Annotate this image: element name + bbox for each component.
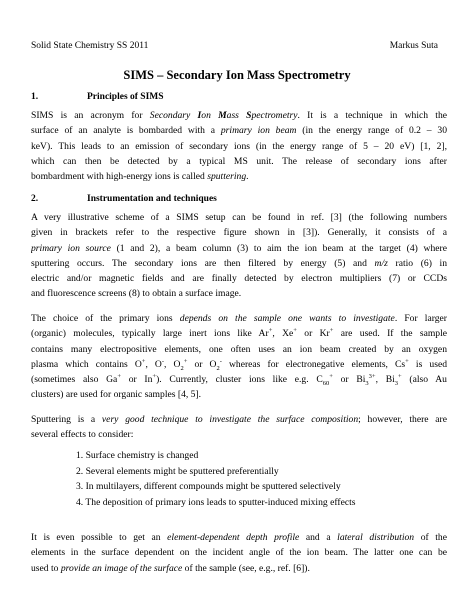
list-item: 2. Several elements might be sputtered preferentially (76, 465, 279, 477)
paragraph-principles (31, 108, 447, 184)
text-line: SIMS is an acronym for Secondary Ion Mass Spectrometry. It is a technique in which the (31, 110, 447, 121)
paragraph-sputtering (31, 412, 447, 443)
text-line: It is even possible to get an element-dependent depth profile and a lateral distribution of the (31, 532, 447, 543)
paragraph-instrumentation (31, 210, 447, 302)
text-line: contains many electropositive elements, one often uses an ion beam created by an oxygen (31, 343, 447, 355)
text-line: sputtering occurs. The secondary ions are then filtered by energy (5) and m/z ratio (6) in (31, 257, 447, 269)
text-line: several effects to consider: (31, 429, 134, 441)
section-heading-2 (31, 193, 217, 205)
page-title: SIMS – Secondary Ion Mass Spectrometry (123, 68, 351, 82)
section-title: Principles of SIMS (87, 92, 164, 102)
text-line: elements in the surface dependent on the incident angle of the ion beam. The latter one can be (31, 547, 447, 559)
text-line: electric and/or magnetic fields and are finally detected by electron multipliers (7) or CCDs (31, 273, 447, 285)
text-line: The choice of the primary ions depends on the sample one wants to investigate. For larger (31, 313, 447, 324)
paragraph-primary-ions (31, 311, 447, 403)
text-line: given in brackets refer to the respective figure shown in [3]). Generally, it consists of a (31, 227, 447, 239)
header-course: Solid State Chemistry SS 2011 (31, 41, 149, 51)
text-line: clusters) are used for organic samples [4, 5]. (31, 389, 202, 401)
text-line: plasma which contains O+, O-, $O_2^+$ or $O_2^-$ whereas for electronegative elements, Cs+ is used (31, 357, 447, 372)
text-line: primary ion source (1 and 2), a beam column (3) to aim the ion beam at the target (4) where (31, 242, 447, 254)
effects-list (76, 448, 355, 510)
section-number: 1. (31, 92, 39, 102)
list-item: 3. In multilayers, different compounds might be sputtered selectively (76, 481, 341, 493)
text-line: (sometimes also Ga+ or In+). Currently, cluster ions like e.g. $C_{60}^+$ or $Bi_3^{3+}$, $Bi_3^+$ (also Au (31, 373, 447, 388)
text-line: A very illustrative scheme of a SIMS setup can be found in ref. [3] (the following numbers (31, 212, 447, 223)
list-item: 4. The deposition of primary ions leads to sputter-induced mixing effects (76, 496, 356, 508)
section-number: 2. (31, 194, 39, 204)
text-line: which can then be detected by a typical MS unit. The release of secondary ions after (31, 155, 447, 167)
section-heading-1 (31, 91, 164, 103)
text-line: surface of an analyte is bombarded with a primary ion beam (in the energy range of 0.2 – 30 (31, 125, 447, 137)
text-line: (organic) molecules, typically large inert ions like Ar+, Xe+ or Kr+ are used. If the sample (31, 327, 447, 340)
header-author: Markus Suta (389, 41, 438, 51)
section-title: Instrumentation and techniques (87, 194, 217, 204)
list-item: 1. Surface chemistry is changed (76, 450, 199, 461)
text-line: keV). This leads to an emission of secondary ions (in the energy range of 5 – 20 eV) [1, 2], (31, 140, 447, 152)
text-line: Sputtering is a very good technique to investigate the surface composition; however, there are (31, 414, 447, 425)
text-line: used to provide an image of the surface of the sample (see, e.g., ref. [6]). (31, 562, 310, 574)
text-line: and fluorescence screens (8) to obtain a surface image. (31, 288, 242, 300)
text-line: bombardment with high-energy ions is called sputtering. (31, 171, 249, 183)
paragraph-depth-profile (31, 530, 447, 576)
